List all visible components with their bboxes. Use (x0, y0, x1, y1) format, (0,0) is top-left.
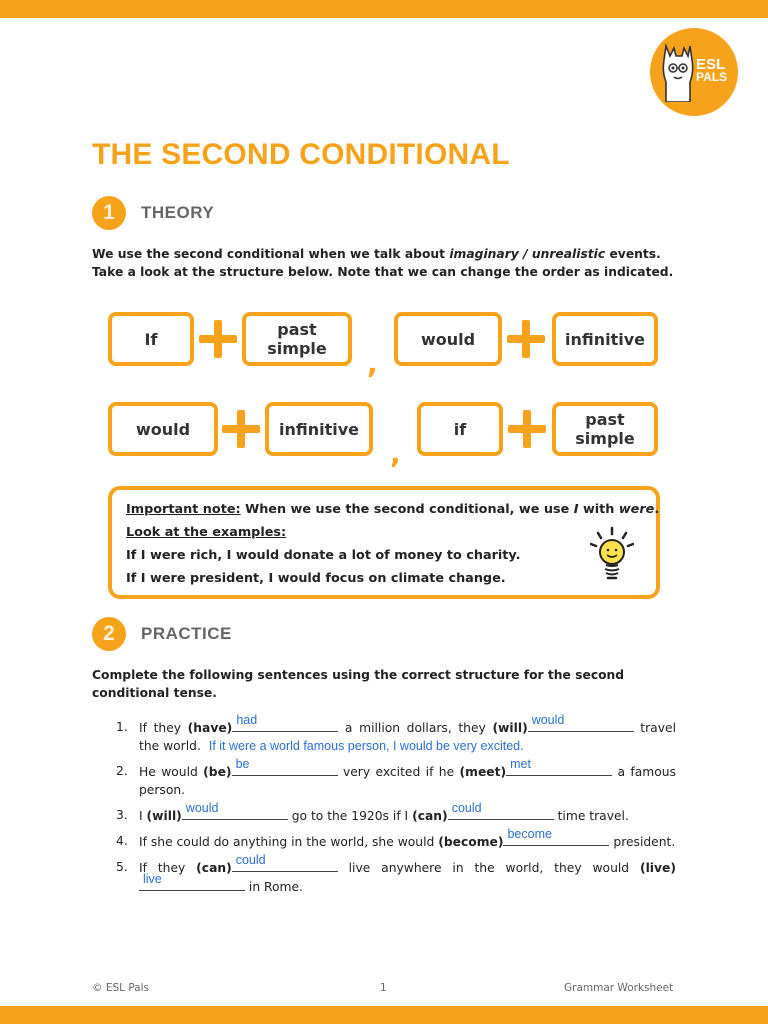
verb-cue: (have) (187, 721, 233, 735)
note-example-1: If I were rich, I would donate a lot of money to charity. (126, 548, 521, 563)
item-text (139, 853, 676, 896)
list-item (92, 713, 676, 755)
structure-box-would-2: would (108, 402, 218, 456)
item-text-part: He would (139, 765, 204, 779)
plus-icon (222, 410, 260, 448)
answer-blank[interactable] (232, 713, 338, 732)
plus-icon (508, 410, 546, 448)
item-text (139, 801, 676, 825)
item-text-part: a million dollars, they (338, 721, 493, 735)
theory-intro-b: events. Take a look at the structure below. Note that we can change the order as indicated. (92, 247, 674, 279)
item-text-part: If they (139, 861, 197, 875)
verb-cue: (be) (203, 765, 232, 779)
note-em-i: I (573, 502, 579, 517)
list-item (92, 827, 676, 851)
answer-blank[interactable] (139, 872, 245, 891)
item-text-part: If they (139, 721, 188, 735)
note-line-1 (126, 498, 660, 521)
lightbulb-icon (590, 526, 634, 586)
note-line-2 (126, 521, 642, 544)
answer-blank[interactable] (506, 757, 612, 776)
item-number: 1. (116, 720, 128, 734)
footer-doc-type: Grammar Worksheet (564, 982, 674, 994)
answer-text: be (235, 757, 250, 771)
answer-text: become (507, 827, 552, 841)
item-number: 2. (116, 764, 128, 778)
section-number-badge: 1 (92, 196, 126, 230)
top-accent-bar (0, 0, 768, 18)
note-text-b: with (578, 502, 619, 517)
logo-text (696, 58, 727, 84)
answer-blank[interactable] (528, 713, 634, 732)
theory-intro-emphasis: imaginary / unrealistic (449, 247, 606, 261)
practice-intro: Complete the following sentences using the correct structure for the second conditional tense. (92, 668, 625, 700)
note-heading: Important note: (126, 502, 241, 517)
important-note-box (108, 486, 660, 599)
examples-heading: Look at the examples: (126, 525, 287, 540)
footer-copyright: © ESL Pals (92, 982, 150, 994)
item-text-part: If she could do anything in the world, she would (139, 835, 439, 849)
answer-blank[interactable] (232, 853, 338, 872)
structure-box-if: If (108, 312, 194, 366)
answer-blank[interactable] (182, 801, 288, 820)
answer-blank[interactable] (503, 827, 609, 846)
verb-cue: (will) (146, 809, 182, 823)
exercise-list (92, 713, 676, 903)
answer-text: could (235, 853, 266, 867)
structure-comma: , (367, 347, 378, 380)
note-example-2: If I were president, I would focus on climate change. (126, 571, 506, 586)
structure-box-would: would (394, 312, 502, 366)
list-item (92, 801, 676, 825)
item-text (139, 713, 676, 755)
verb-cue: (can) (196, 861, 232, 875)
item-text-part: go to the 1920s if I (287, 809, 413, 823)
structure-comma: , (390, 437, 401, 470)
structure-box-past-simple-2: past simple (552, 402, 658, 456)
plus-icon (507, 320, 545, 358)
verb-cue: (will) (492, 721, 528, 735)
note-text-c: . (654, 502, 660, 517)
structure-box-if-2: if (417, 402, 503, 456)
item-number: 5. (116, 860, 128, 874)
item-number: 3. (116, 808, 128, 822)
note-em-were: were (618, 502, 655, 517)
verb-cue: (live) (639, 861, 676, 875)
footer-page-number: 1 (380, 982, 387, 994)
answer-text: live (143, 872, 162, 886)
item-text-part: time travel. (553, 809, 629, 823)
section-number-badge: 2 (92, 617, 126, 651)
item-text-part: very excited if he (337, 765, 460, 779)
section-label: PRACTICE (141, 624, 232, 643)
structure-box-past-simple: past simple (242, 312, 352, 366)
page-title: THE SECOND CONDITIONAL (92, 138, 510, 171)
note-text-a: When we use the second conditional, we use (240, 502, 574, 517)
verb-cue: (meet) (459, 765, 507, 779)
answer-text: would (531, 713, 565, 727)
structure-box-infinitive: infinitive (552, 312, 658, 366)
item-text-part: president. (609, 835, 676, 849)
logo-line-2: PALS (696, 70, 728, 84)
answer-blank[interactable] (448, 801, 554, 820)
list-item (92, 757, 676, 799)
item-text-part: in Rome. (245, 880, 303, 894)
theory-intro (92, 245, 676, 281)
item-text (139, 827, 676, 851)
logo-line-1: ESL (696, 56, 726, 73)
section-label: THEORY (141, 203, 215, 222)
item-text (139, 757, 676, 799)
esl-pals-logo (650, 28, 738, 116)
structure-box-infinitive-2: infinitive (265, 402, 373, 456)
item-text-part: live anywhere in the world, they would (337, 861, 640, 875)
answer-text: met (510, 757, 531, 771)
item-text-part: I (139, 809, 147, 823)
plus-icon (199, 320, 237, 358)
item-text-part: a famous person. (139, 765, 676, 797)
bottom-accent-bar (0, 1006, 768, 1024)
answer-sentence: If it were a world famous person, I would be very excited. (208, 739, 524, 753)
verb-cue: (can) (412, 809, 448, 823)
answer-blank[interactable] (232, 757, 338, 776)
theory-intro-a: We use the second conditional when we talk about (92, 247, 450, 261)
item-text-part: travel the world. (139, 721, 676, 753)
verb-cue: (become) (438, 835, 504, 849)
answer-text: could (451, 801, 482, 815)
item-number: 4. (116, 834, 128, 848)
list-item (92, 853, 676, 896)
answer-text: had (236, 713, 258, 727)
answer-text: would (185, 801, 219, 815)
llama-icon (660, 42, 696, 102)
